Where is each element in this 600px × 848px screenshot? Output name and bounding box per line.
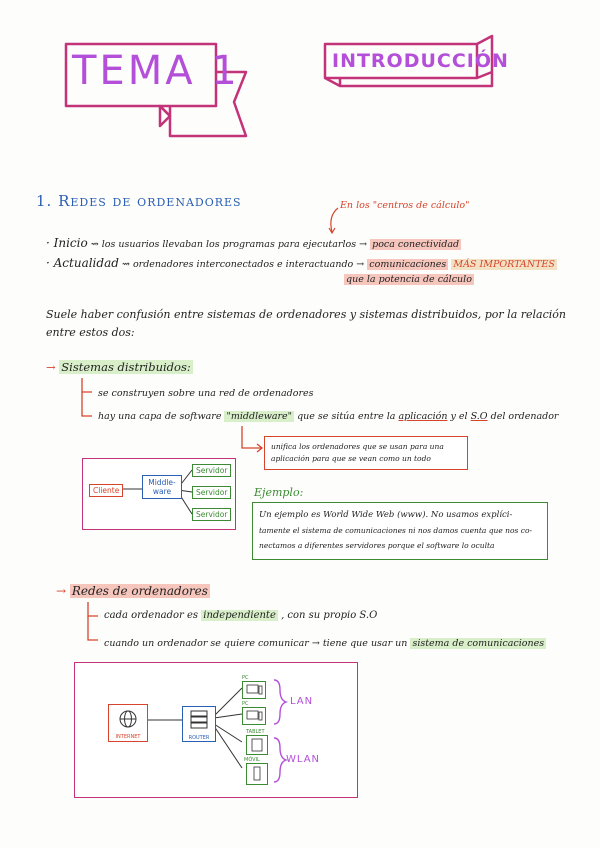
- arrow-icon: ⇝: [121, 259, 130, 270]
- pc-node-2: [242, 707, 266, 725]
- redes-item1-pre: cada ordenador es: [104, 610, 199, 621]
- item2-post: del ordenador: [490, 411, 559, 422]
- distribuidos-item1: se construyen sobre una red de ordenadores: [98, 388, 314, 399]
- redes-item2-mid: tiene que usar un: [322, 638, 408, 649]
- pc-node-1: [242, 681, 266, 699]
- item2-mid: que se sitúa entre la: [297, 411, 396, 422]
- tablet-node: [246, 735, 268, 755]
- globe-icon: [109, 705, 147, 731]
- section-title: 1. Redes de ordenadores: [36, 192, 242, 210]
- unifica-line1: unifica los ordenadores que se usan para una: [271, 442, 444, 451]
- confusion-line2: entre estos dos:: [46, 326, 135, 339]
- note-centros: En los "centros de cálculo": [340, 200, 470, 211]
- ejemplo-line2: tamente el sistema de comunicaciones ni nos damos cuenta que nos co-: [259, 526, 533, 535]
- device-label-tablet: TABLET: [246, 729, 265, 735]
- unifica-box: [264, 436, 468, 470]
- device-label-pc1: PC: [242, 675, 249, 681]
- inicio-line: [46, 236, 461, 250]
- arrow-icon: →: [311, 638, 320, 649]
- internet-node: [108, 704, 148, 742]
- inicio-result: poca conectividad: [372, 239, 460, 250]
- redes-item2-hl: sistema de comunicaciones: [412, 638, 545, 649]
- redes-item2-pre: cuando un ordenador se quiere comunicar: [104, 638, 309, 649]
- redes-item2: [104, 638, 546, 649]
- router-label: ROUTER: [188, 735, 210, 741]
- arrow-icon: →: [56, 584, 67, 598]
- intro-title: INTRODUCCIÓN: [332, 50, 509, 72]
- actualidad-result2-wrap: [344, 274, 474, 285]
- monitor-icon: [243, 708, 265, 724]
- distribuidos-item2: [98, 411, 558, 422]
- arrow-icon: →: [359, 239, 368, 250]
- lan-label: LAN: [290, 696, 314, 707]
- item2-app: aplicación: [398, 411, 448, 422]
- phone-icon: [247, 764, 267, 784]
- actualidad-result-strong: MÁS IMPORTANTES: [453, 259, 555, 270]
- internet-label: INTERNET: [115, 734, 141, 740]
- ejemplo-line1: Un ejemplo es World Wide Web (www). No usamos explíci-: [259, 510, 513, 520]
- tema-title: TEMA 1: [72, 48, 240, 94]
- server-icon: [183, 707, 215, 731]
- actualidad-label: · Actualidad: [46, 256, 119, 270]
- router-node: [182, 706, 216, 742]
- redes-heading: [56, 584, 210, 598]
- confusion-line1: Suele haber confusión entre sistemas de ordenadores y sistemas distribuidos, por la relación: [46, 308, 566, 321]
- cliente-node: Cliente: [89, 484, 123, 497]
- note-arrow: [324, 206, 344, 236]
- inicio-label: · Inicio: [46, 236, 88, 250]
- actualidad-line: [46, 256, 557, 270]
- item2-so: S.O: [470, 411, 488, 422]
- device-label-pc2: PC: [242, 701, 249, 707]
- wlan-label: WLAN: [286, 754, 321, 765]
- item2-middleware: "middleware": [226, 411, 293, 422]
- redes-item1-post: , con su propio S.O: [281, 610, 378, 621]
- servidor-node-3: Servidor: [192, 508, 231, 521]
- unifica-arrow: [236, 424, 266, 458]
- ejemplo-line3: nectamos a diferentes servidores porque el software lo oculta: [259, 541, 495, 550]
- inicio-text: los usuarios llevaban los programas para ejecutarlos: [101, 239, 357, 250]
- tablet-icon: [247, 736, 267, 754]
- ejemplo-title: Ejemplo:: [254, 486, 304, 499]
- item2-and: y el: [450, 411, 468, 422]
- actualidad-result2: que la potencia de cálculo: [346, 274, 472, 285]
- arrow-icon: ⇝: [90, 239, 99, 250]
- middleware-node: Middle-ware: [142, 475, 182, 499]
- actualidad-result1: comunicaciones: [369, 259, 447, 270]
- movil-node: [246, 763, 268, 785]
- unifica-line2: aplicación para que se vean como un todo: [271, 454, 431, 463]
- arrow-icon: →: [46, 360, 56, 374]
- device-label-movil: MÓVIL: [244, 757, 260, 763]
- redes-item1: [104, 610, 377, 621]
- redes-title: Redes de ordenadores: [71, 584, 208, 598]
- distribuidos-title: Sistemas distribuidos:: [61, 360, 191, 374]
- distribuidos-heading: [46, 360, 193, 374]
- item2-pre: hay una capa de software: [98, 411, 222, 422]
- actualidad-text: ordenadores interconectados e interactuando: [132, 259, 354, 270]
- redes-item1-hl: independiente: [203, 610, 276, 621]
- servidor-node-2: Servidor: [192, 486, 231, 499]
- ejemplo-box: [252, 502, 548, 560]
- arrow-icon: →: [356, 259, 365, 270]
- servidor-node-1: Servidor: [192, 464, 231, 477]
- monitor-icon: [243, 682, 265, 698]
